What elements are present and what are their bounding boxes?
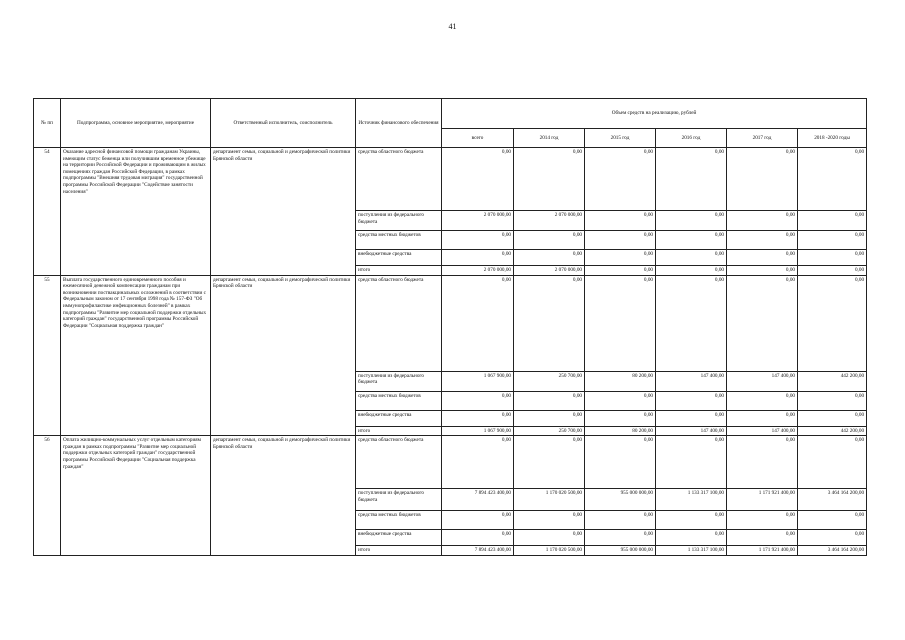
row-number: 54 (34, 148, 61, 276)
amount-cell: 0,00 (798, 511, 867, 530)
amount-cell: 0,00 (727, 231, 798, 250)
amount-cell: 0,00 (727, 250, 798, 266)
header-source: Источник финансового обеспечения (356, 99, 442, 148)
amount-cell: 0,00 (798, 148, 867, 211)
amount-cell: 0,00 (442, 148, 514, 211)
amount-cell: 1 171 921 400,00 (727, 489, 798, 511)
funding-source: средства областного бюджета (356, 275, 442, 371)
table-row (34, 436, 867, 489)
amount-cell: 0,00 (727, 436, 798, 489)
funding-source: средства местных бюджетов (356, 391, 442, 410)
program-description: Оказание адресной финансовой помощи гражданам Украины, имеющим статус беженца или получившим временное убежище на территории Российской Федерации и проживающим в жилых помещениях граждан Российской Федерации, в рамках подпрограммы "Внешняя трудовая миграция" государственной программы Российской Федерации "Содействие занятости населения" (61, 148, 211, 276)
amount-cell: 0,00 (442, 511, 514, 530)
funding-source: средства местных бюджетов (356, 511, 442, 530)
amount-cell: 0,00 (798, 250, 867, 266)
amount-cell: 0,00 (656, 231, 727, 250)
amount-cell: 2 070 000,00 (442, 266, 514, 276)
amount-cell: 0,00 (442, 530, 514, 546)
amount-cell: 0,00 (514, 148, 585, 211)
header-responsible: Ответственный исполнитель, соисполнитель (211, 99, 356, 148)
amount-cell: 1 170 020 500,00 (514, 546, 585, 556)
amount-cell: 0,00 (585, 511, 656, 530)
amount-cell: 0,00 (656, 391, 727, 410)
amount-cell: 3 464 164 200,00 (798, 489, 867, 511)
amount-cell: 1 133 317 100,00 (656, 546, 727, 556)
amount-cell: 0,00 (656, 436, 727, 489)
amount-cell: 1 170 020 500,00 (514, 489, 585, 511)
funding-source: итого (356, 546, 442, 556)
header-year: 2016 год (656, 129, 727, 148)
amount-cell: 0,00 (514, 231, 585, 250)
amount-cell: 3 464 164 200,00 (798, 546, 867, 556)
amount-cell: 0,00 (442, 436, 514, 489)
amount-cell: 0,00 (442, 410, 514, 426)
header-year: 2017 год (727, 129, 798, 148)
program-description: Оплата жилищно-коммунальных услуг отдельным категориям граждан в рамках подпрограммы "Развитие мер социальной поддержки отдельных категорий граждан" государственной программы Российской Федерации "Социальная поддержка граждан" (61, 436, 211, 556)
funding-source: поступления из федерального бюджета (356, 211, 442, 231)
amount-cell: 0,00 (514, 391, 585, 410)
amount-cell: 0,00 (585, 530, 656, 546)
amount-cell: 955 000 000,00 (585, 489, 656, 511)
amount-cell: 0,00 (798, 410, 867, 426)
amount-cell: 147 400,00 (727, 371, 798, 391)
funding-source: средства областного бюджета (356, 436, 442, 489)
header-volume: Объем средств на реализацию, рублей (442, 99, 867, 129)
amount-cell: 0,00 (514, 275, 585, 371)
amount-cell: 0,00 (585, 231, 656, 250)
amount-cell: 0,00 (585, 436, 656, 489)
amount-cell: 1 133 317 100,00 (656, 489, 727, 511)
table-row (34, 148, 867, 211)
amount-cell: 0,00 (514, 250, 585, 266)
amount-cell: 0,00 (727, 391, 798, 410)
amount-cell: 0,00 (656, 148, 727, 211)
amount-cell: 0,00 (798, 391, 867, 410)
funding-source: внебюджетные средства (356, 530, 442, 546)
amount-cell: 0,00 (727, 410, 798, 426)
amount-cell: 1 067 900,00 (442, 426, 514, 436)
responsible-executor: департамент семьи, социальной и демографической политики Брянской области (211, 436, 356, 556)
amount-cell: 0,00 (656, 530, 727, 546)
header-num: № пп (34, 99, 61, 148)
table-row (34, 275, 867, 371)
funding-source: внебюджетные средства (356, 250, 442, 266)
amount-cell: 2 070 000,00 (514, 211, 585, 231)
amount-cell: 0,00 (798, 231, 867, 250)
amount-cell: 0,00 (656, 211, 727, 231)
amount-cell: 0,00 (585, 275, 656, 371)
funding-source: средства местных бюджетов (356, 231, 442, 250)
page-number: 41 (448, 22, 457, 31)
funding-source: итого (356, 426, 442, 436)
amount-cell: 0,00 (442, 250, 514, 266)
amount-cell: 0,00 (585, 211, 656, 231)
amount-cell: 0,00 (727, 511, 798, 530)
funding-source: средства областного бюджета (356, 148, 442, 211)
responsible-executor: департамент семьи, социальной и демографической политики Брянской области (211, 148, 356, 276)
amount-cell: 0,00 (798, 266, 867, 276)
amount-cell: 0,00 (656, 266, 727, 276)
amount-cell: 0,00 (585, 410, 656, 426)
amount-cell: 147 400,00 (727, 426, 798, 436)
amount-cell: 147 400,00 (656, 426, 727, 436)
amount-cell: 80 200,00 (585, 426, 656, 436)
funding-source: поступления из федерального бюджета (356, 371, 442, 391)
amount-cell: 0,00 (798, 211, 867, 231)
amount-cell: 0,00 (656, 511, 727, 530)
budget-table (33, 98, 867, 556)
header-year: 2015 год (585, 129, 656, 148)
amount-cell: 7 894 423 400,00 (442, 546, 514, 556)
amount-cell: 0,00 (442, 231, 514, 250)
amount-cell: 0,00 (514, 436, 585, 489)
amount-cell: 0,00 (798, 275, 867, 371)
program-description: Выплата государственного единовременного пособия и ежемесячной денежной компенсации гражданам при возникновении поствакцинальных осложнений в соответствии с Федеральным законом от 17 сентября 1998 года № 157-ФЗ "Об иммунопрофилактике инфекционных болезней" в рамках подпрограммы "Развитие мер социальной поддержки отдельных категорий граждан" государственной программы Российской Федерации "Социальная поддержка граждан" (61, 275, 211, 436)
amount-cell: 0,00 (442, 391, 514, 410)
amount-cell: 0,00 (727, 530, 798, 546)
amount-cell: 1 171 921 400,00 (727, 546, 798, 556)
responsible-executor: департамент семьи, социальной и демографической политики Брянской области (211, 275, 356, 436)
funding-source: внебюджетные средства (356, 410, 442, 426)
amount-cell: 0,00 (798, 436, 867, 489)
amount-cell: 955 000 000,00 (585, 546, 656, 556)
header-program: Подпрограмма, основное мероприятие, мероприятие (61, 99, 211, 148)
amount-cell: 250 700,00 (514, 371, 585, 391)
row-number: 55 (34, 275, 61, 436)
amount-cell: 80 200,00 (585, 371, 656, 391)
amount-cell: 0,00 (585, 266, 656, 276)
amount-cell: 0,00 (442, 275, 514, 371)
amount-cell: 0,00 (585, 250, 656, 266)
header-year: всего (442, 129, 514, 148)
amount-cell: 0,00 (514, 511, 585, 530)
amount-cell: 7 894 423 400,00 (442, 489, 514, 511)
amount-cell: 2 070 000,00 (514, 266, 585, 276)
amount-cell: 442 200,00 (798, 371, 867, 391)
amount-cell: 0,00 (798, 530, 867, 546)
amount-cell: 0,00 (514, 410, 585, 426)
amount-cell: 0,00 (585, 391, 656, 410)
amount-cell: 2 070 000,00 (442, 211, 514, 231)
amount-cell: 0,00 (656, 410, 727, 426)
amount-cell: 0,00 (514, 530, 585, 546)
amount-cell: 0,00 (727, 211, 798, 231)
table-body (34, 148, 867, 556)
funding-source: итого (356, 266, 442, 276)
row-number: 56 (34, 436, 61, 556)
funding-source: поступления из федерального бюджета (356, 489, 442, 511)
header-year: 2014 год (514, 129, 585, 148)
amount-cell: 0,00 (727, 275, 798, 371)
amount-cell: 442 200,00 (798, 426, 867, 436)
amount-cell: 0,00 (656, 275, 727, 371)
amount-cell: 250 700,00 (514, 426, 585, 436)
amount-cell: 1 067 900,00 (442, 371, 514, 391)
amount-cell: 0,00 (727, 148, 798, 211)
header-year: 2018 -2020 годы (798, 129, 867, 148)
amount-cell: 0,00 (656, 250, 727, 266)
amount-cell: 147 400,00 (656, 371, 727, 391)
amount-cell: 0,00 (727, 266, 798, 276)
amount-cell: 0,00 (585, 148, 656, 211)
